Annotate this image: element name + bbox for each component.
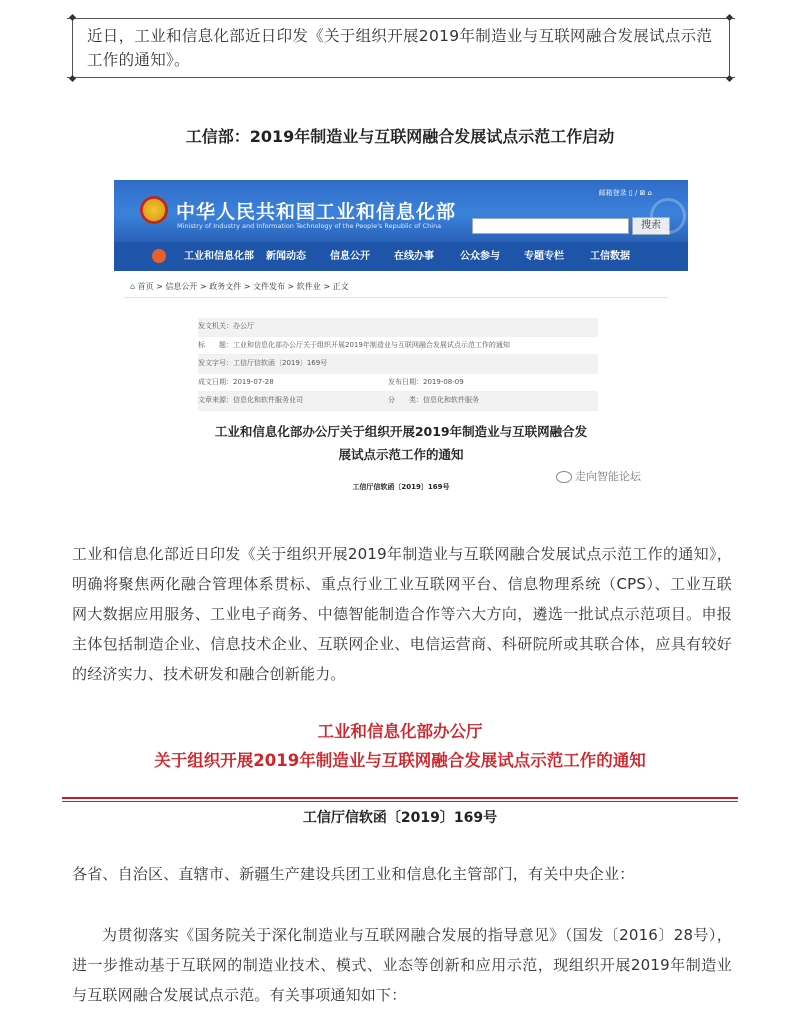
site-doc-title-line2: 展试点示范工作的通知 [338, 447, 464, 462]
meta-row [198, 374, 598, 393]
site-doc-title-line1: 工业和信息化部办公厅关于组织开展2019年制造业与互联网融合发 [214, 424, 588, 439]
site-name-en: Ministry of Industry and Information Technology of the People's Republic of China [177, 222, 442, 230]
site-breadcrumb-text: 首页 > 信息公开 > 政务文件 > 文件发布 > 软件业 > 正文 [137, 282, 349, 291]
site-nav-item: 公众参与 [460, 251, 500, 262]
summary-box [72, 18, 730, 78]
meta-written-date: 成文日期：2019-07-28 [198, 377, 274, 386]
site-search-input [472, 218, 629, 234]
site-doc-number: 工信厅信软函〔2019〕169号 [352, 483, 450, 491]
site-nav-item: 工信数据 [590, 251, 630, 262]
site-nav-item: 专题专栏 [524, 251, 564, 262]
red-divider-thin [62, 801, 738, 802]
site-banner [114, 180, 688, 242]
site-top-links: 邮箱登录 ▯ ∕ ⊠ ⌂ [598, 189, 652, 197]
site-nav-item: 工业和信息化部 [184, 251, 254, 262]
meta-issuer: 发文机关：办公厅 [198, 322, 254, 330]
meta-publish-date: 发布日期：2019-08-09 [388, 377, 464, 386]
site-nav [114, 242, 688, 271]
home-icon: ⌂ [130, 282, 138, 291]
divider [124, 297, 668, 298]
meta-title: 标 题：工业和信息化部办公厅关于组织开展2019年制造业与互联网融合发展试点示范工作的通知 [198, 340, 510, 349]
red-title-line2: 关于组织开展2019年制造业与互联网融合发展试点示范工作的通知 [154, 751, 646, 770]
meta-source: 文章来源：信息化和软件服务业司 [198, 396, 303, 404]
site-search-button: 搜索 [632, 217, 670, 235]
gear-decoration-icon [650, 198, 686, 234]
doc-number: 工信厅信软函〔2019〕169号 [302, 810, 498, 826]
intro-paragraph: 工业和信息化部近日印发《关于组织开展2019年制造业与互联网融合发展试点示范工作的通知》，明确将聚焦两化融合管理体系贯标、重点行业工业互联网平台、信息物理系统（CPS）、工业互联网大数据应用服务、工业电子商务、中德智能制造合作等六大方向，遴选一批试点示范项目。申报主体包括制造企业、信息技术企业、互联网企业、电信运营商、科研院所或其联合体，应具有较好的经济实力、技术研发和融合创新能力。 [72, 545, 732, 683]
site-name-cn: 中华人民共和国工业和信息化部 [176, 201, 457, 223]
red-divider [62, 797, 738, 799]
website-screenshot-image [114, 180, 688, 501]
meta-row [198, 355, 598, 374]
body-paragraph: 为贯彻落实《国务院关于深化制造业与互联网融合发展的指导意见》（国发〔2016〕28号），进一步推动基于互联网的制造业技术、模式、业态等创新和应用示范，现组织开展2019年制造业与互联网融合发展试点示范。有关事项通知如下： [72, 926, 732, 1004]
watermark-text: 走向智能论坛 [575, 470, 641, 483]
meta-row [198, 392, 598, 411]
national-emblem-icon [140, 196, 168, 224]
red-title-line1: 工业和信息化部办公厅 [317, 722, 483, 741]
corner-dot [69, 14, 76, 21]
site-nav-item: 信息公开 [330, 251, 370, 262]
summary-text: 近日，工业和信息化部近日印发《关于组织开展2019年制造业与互联网融合发展试点示范工作的通知》。 [87, 27, 713, 69]
summary-bottom-border [67, 77, 735, 78]
article-headline: 工信部：2019年制造业与互联网融合发展试点示范工作启动 [185, 127, 615, 146]
site-doc-title [114, 420, 688, 466]
site-nav-item: 在线办事 [394, 251, 434, 262]
doc-meta-table [198, 318, 598, 411]
meta-category: 分 类：信息化和软件服务 [388, 396, 479, 404]
meta-doc-no: 发文字号：工信厅信软函〔2019〕169号 [198, 359, 328, 367]
corner-dot [726, 14, 733, 21]
summary-top-border [67, 18, 735, 19]
site-breadcrumb [130, 281, 349, 292]
meta-row [198, 337, 598, 356]
site-nav-item: 新闻动态 [266, 251, 306, 262]
wechat-icon [556, 471, 572, 483]
watermark [556, 468, 641, 484]
meta-row [198, 318, 598, 337]
site-home-icon [152, 249, 166, 263]
addressee: 各省、自治区、直辖市、新疆生产建设兵团工业和信息化主管部门，有关中央企业： [72, 865, 635, 883]
